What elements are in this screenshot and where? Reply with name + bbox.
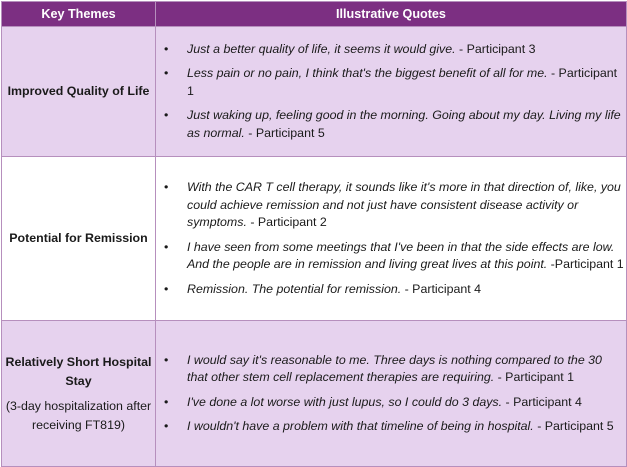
quote-item xyxy=(156,41,626,59)
quote-attribution: -Participant 1 xyxy=(547,257,624,271)
quote-item xyxy=(156,65,626,100)
bullet-icon: • xyxy=(164,180,169,194)
quote-attribution: - Participant 1 xyxy=(494,370,575,384)
quote-attribution: - Participant 1 xyxy=(187,66,618,98)
quote-item xyxy=(156,107,626,142)
quote-text: Remission. The potential for remission. xyxy=(187,281,402,296)
bullet-icon: • xyxy=(164,281,169,296)
quote-item xyxy=(156,179,626,232)
bullet-icon: • xyxy=(164,108,169,123)
bullet-icon: • xyxy=(164,41,169,56)
quote-text: I wouldn't have a problem with that timeline of being in hospital. xyxy=(187,419,534,433)
quote-item xyxy=(156,281,626,299)
quote-text: With the CAR T cell therapy, it sounds like it's more in that direction of, like, you could achieve remission and not just have consistent disease activity or symptoms. xyxy=(187,180,621,229)
themes-table xyxy=(1,1,627,467)
theme-title: Relatively Short Hospital Stay xyxy=(5,354,152,388)
quote-attribution: - Participant 4 xyxy=(401,281,482,296)
quote-cell xyxy=(156,321,627,467)
quote-list xyxy=(156,352,626,436)
quote-list xyxy=(156,179,626,298)
bullet-icon: • xyxy=(164,239,169,254)
quote-item xyxy=(156,352,626,387)
theme-note: (3-day hospitalization after receiving FT819) xyxy=(5,398,152,432)
quote-attribution: - Participant 2 xyxy=(246,215,327,229)
quote-item xyxy=(156,239,626,274)
quote-item xyxy=(156,394,626,412)
quote-text: I have seen from some meetings that I've been in that the side effects are low. And the people are in remission and living great lives at this point. xyxy=(187,239,615,271)
quote-text: I've done a lot worse with just lupus, so I could do 3 days. xyxy=(187,394,503,409)
quote-attribution: - Participant 5 xyxy=(244,125,325,140)
quote-list xyxy=(156,41,626,143)
quote-attribution: - Participant 4 xyxy=(502,394,582,409)
quote-attribution: - Participant 5 xyxy=(533,419,614,433)
theme-cell xyxy=(2,157,156,321)
quote-cell xyxy=(156,27,627,157)
table-row-quality-of-life xyxy=(2,27,627,157)
header-key-themes: Key Themes xyxy=(2,2,156,27)
theme-cell xyxy=(2,321,156,467)
theme-cell xyxy=(2,27,156,157)
bullet-icon: • xyxy=(164,66,169,81)
quote-text: I would say it's reasonable to me. Three days is nothing compared to the 30 that other stem cell replacement therapies are requiring. xyxy=(187,352,602,384)
header-row xyxy=(2,2,627,27)
bullet-icon: • xyxy=(164,419,169,433)
header-illustrative-quotes: Illustrative Quotes xyxy=(156,2,627,27)
bullet-icon: • xyxy=(164,394,169,409)
theme-title: Improved Quality of Life xyxy=(7,84,150,98)
quote-text: Just a better quality of life, it seems it would give. xyxy=(187,41,456,56)
table-row-remission xyxy=(2,157,627,321)
table-row-hospital-stay xyxy=(2,321,627,467)
theme-title: Potential for Remission xyxy=(9,231,148,245)
quote-text: Less pain or no pain, I think that's the biggest benefit of all for me. xyxy=(187,66,548,81)
quote-attribution: - Participant 3 xyxy=(455,41,536,56)
bullet-icon: • xyxy=(164,352,169,367)
quote-cell xyxy=(156,157,627,321)
quote-item xyxy=(156,418,626,436)
quote-text: Just waking up, feeling good in the morning. Going about my day. Living my life as normal. xyxy=(187,108,621,140)
